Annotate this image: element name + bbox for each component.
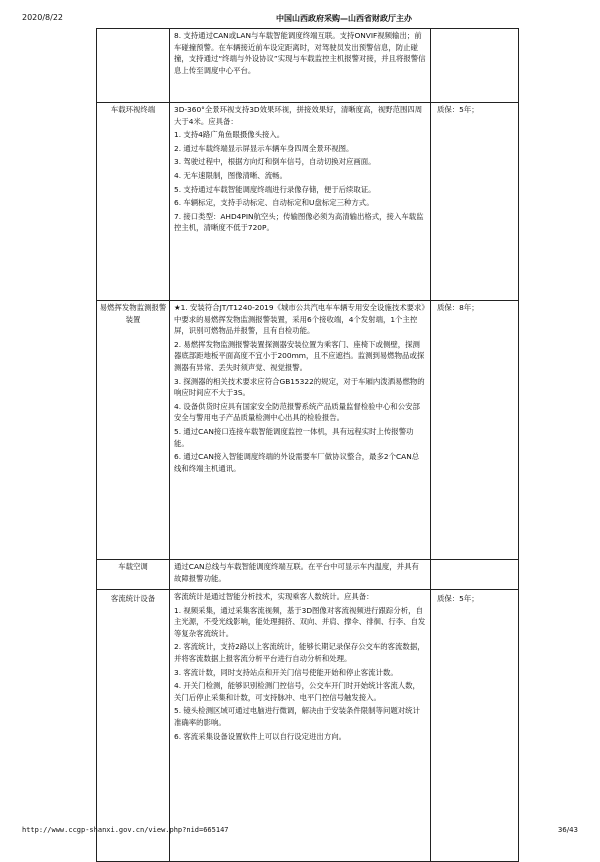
spec-line: 3. 客流计数，同时支持站点和开关门信号使能开始和停止客流计数。 <box>174 667 398 677</box>
spec-line: 4. 设备供货时应具有国家安全防范报警系统产品质量监督检验中心和公安部安全与警用电子产品质量检测中心出具的检验报告。 <box>174 401 420 423</box>
spec-line: 5. 支持通过车载智能调度终端进行录像存储，便于后续取证。 <box>174 184 376 194</box>
item-warranty: 质保：5年； <box>431 103 519 301</box>
table-row <box>97 103 519 301</box>
spec-table <box>96 28 519 862</box>
spec-line: 通过CAN总线与车载智能调度终端互联。在平台中可显示车内温度，并具有故障报警功能。 <box>174 562 419 583</box>
spec-line: 3D-360°全景环视支持3D效果环视，拼接效果好，清晰度高，视野范围四周大于4米。应具备： <box>174 105 423 126</box>
table-row <box>97 590 519 862</box>
item-description <box>170 29 431 103</box>
spec-line: ★1. 安装符合JT/T1240-2019《城市公共汽电车车辆专用安全设施技术要求》中要求的易燃挥发物监测报警装置，采用6个接收端，4个发射端，1个主控屏，识别可燃物品并报警，且有自检功能。 <box>174 303 426 336</box>
spec-line: 8. 支持通过CAN或LAN与车载智能调度终端互联。支持ONVIF视频输出；前车碰撞预警。在车辆接近前车设定距离时，对驾驶员发出预警信息，防止碰撞，支持通过“终端与外设协议”实现与车载监控主机报警对接，并且将报警信息上传至调度中心平台。 <box>174 31 426 75</box>
spec-line: 2. 客流统计，支持2路以上客流统计，能够长期记录保存公交车的客流数据，并将客流数据上报客流分析平台进行自动分析和处理。 <box>174 642 425 663</box>
item-name <box>97 29 170 103</box>
footer-url[interactable]: http://www.ccgp-shanxi.gov.cn/view.php?nid=665147 <box>22 826 229 834</box>
spec-line: 1. 支持4路广角鱼眼摄像头接入。 <box>174 130 285 140</box>
header-title: 中国山西政府采购—山西省财政厅主办 <box>276 14 412 23</box>
item-name: 客流统计设备 <box>97 590 170 862</box>
table-row <box>97 301 519 560</box>
spec-line: 客流统计是通过智能分析技术，实现乘客人数统计。应具备： <box>174 592 374 601</box>
table-row <box>97 29 519 103</box>
spec-line: 5. 镜头检测区域可通过电脑进行微调，解决由于安装条件限制等问题对统计准确率的影响。 <box>174 706 420 727</box>
spec-line: 6. 客流采集设备设置软件上可以自行设定进出方向。 <box>174 731 346 741</box>
table-row <box>97 560 519 590</box>
spec-line: 5. 通过CAN接口连接车载智能调度监控一体机，具有远程实时上传报警功能。 <box>174 426 414 448</box>
spec-line: 6. 通过CAN接入智能调度终端的外设需要车厂做协议整合，最多2个CAN总线和终端主机通讯。 <box>174 452 420 473</box>
item-warranty <box>431 29 519 103</box>
footer-page-number: 36/43 <box>557 826 578 834</box>
item-description <box>170 590 431 862</box>
spec-line: 3. 驾驶过程中，根据方向灯和倒车信号，自动切换对应画面。 <box>174 157 376 167</box>
spec-line: 7. 接口类型：AHD4PIN航空头；传输图像必须为高清输出格式，接入车载监控主机，清晰度不低于720P。 <box>174 211 424 233</box>
spec-line: 2. 易燃挥发物监测报警装置探测器安装位置为乘客门、座椅下或侧壁，探测器底部距地板平面高度不宜小于200mm，且不应遮挡。监测到易燃物品或探测器有异常、丢失时须声觉、视觉报警。 <box>174 339 425 372</box>
spec-line: 2. 通过车载终端显示屏显示车辆车身四周全景环视图。 <box>174 143 354 153</box>
item-warranty: 质保：5年； <box>431 590 519 862</box>
spec-line: 1. 视频采集，通过采集客流视频，基于3D图像对客流视频进行跟踪分析，自主光源，不受光线影响，能处理拥挤、双向、并肩、撑伞、徘徊、行李、自发等复杂客流统计。 <box>174 605 426 638</box>
header-date: 2020/8/22 <box>22 13 64 22</box>
item-warranty <box>431 560 519 590</box>
item-name: 车载空调 <box>97 560 170 590</box>
spec-line: 4. 开关门检测，能够识别检测门控信号，公交车开门时开始统计客流人数，关门后停止采集和计数，可支持脉冲、电平门控信号触发接入。 <box>174 681 420 702</box>
item-warranty: 质保：8年； <box>431 301 519 560</box>
spec-line: 6. 车辆标定，支持手动标定、自动标定和U盘标定三种方式。 <box>174 198 374 208</box>
spec-line: 3. 探测器的相关技术要求应符合GB15322的规定，对于车厢内泼洒易燃物的响应时间应不大于3S。 <box>174 376 425 398</box>
item-description <box>170 301 431 560</box>
spec-line: 4. 无车速限制，图像清晰、流畅。 <box>174 170 287 180</box>
item-description <box>170 103 431 301</box>
item-name: 车载环视终端 <box>97 103 170 301</box>
item-name: 易燃挥发物监测报警装置 <box>97 301 170 560</box>
item-description <box>170 560 431 590</box>
